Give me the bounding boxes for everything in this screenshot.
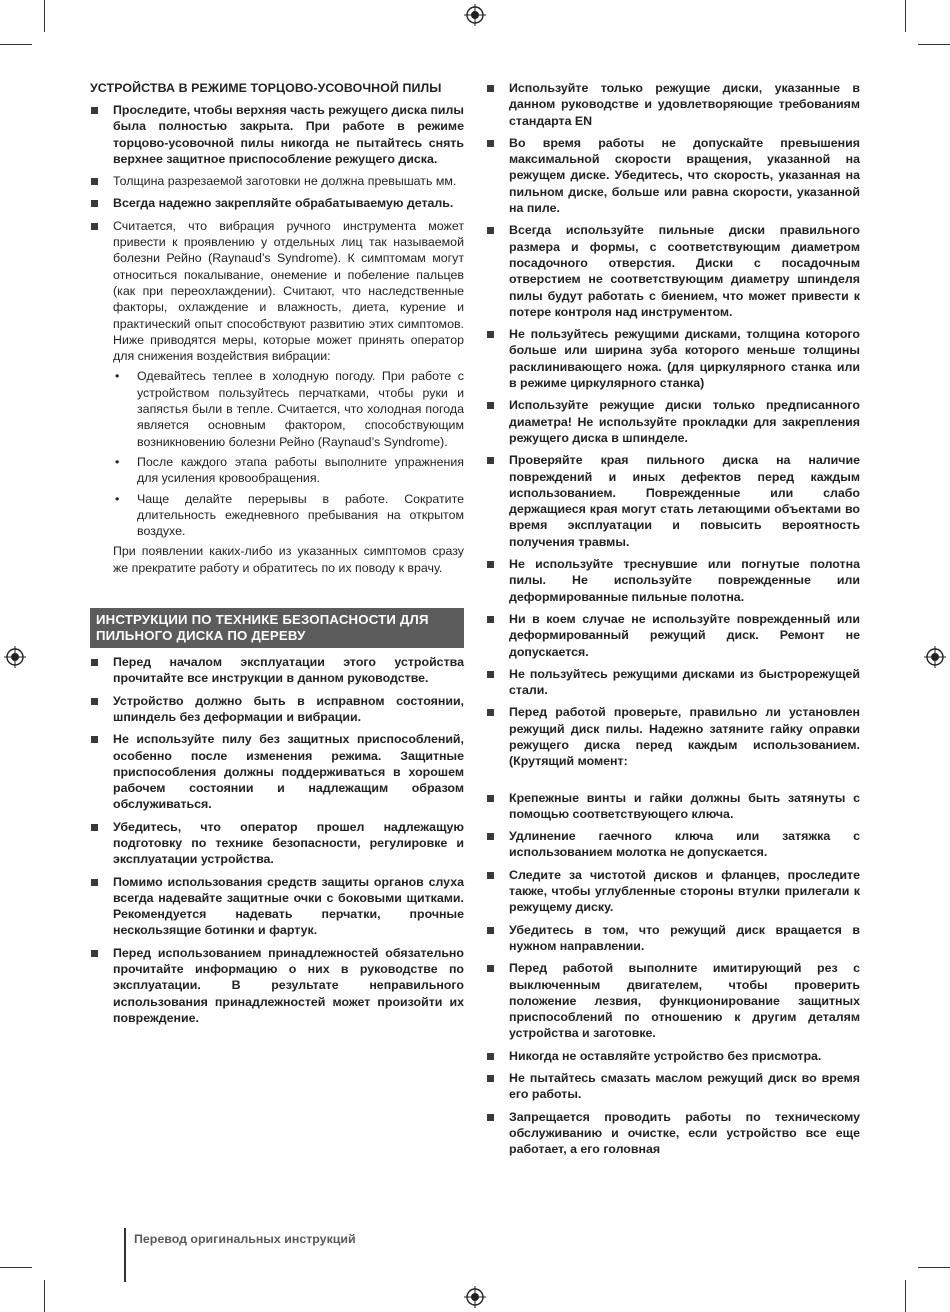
square-bullet-icon <box>91 736 98 743</box>
list-item: Крепежные винты и гайки должны быть затянуты с помощью соответствующего ключа. <box>486 790 860 823</box>
square-bullet-icon <box>91 824 98 831</box>
square-bullet-icon <box>91 950 98 957</box>
crop-mark <box>0 44 32 45</box>
footer-divider <box>124 1228 126 1282</box>
section-header-box: ИНСТРУКЦИИ ПО ТЕХНИКЕ БЕЗОПАСНОСТИ ДЛЯ ПИЛЬНОГО ДИСКА ПО ДЕРЕВУ <box>90 608 464 648</box>
crop-mark <box>44 1280 45 1312</box>
left-list-2 <box>90 654 464 1026</box>
registration-mark-icon <box>924 646 946 668</box>
list-item: Перед началом эксплуатации этого устройства прочитайте все инструкции в данном руководстве. <box>90 654 464 687</box>
registration-mark-icon <box>464 1286 486 1308</box>
list-item: Запрещается проводить работы по техническому обслуживанию и очистке, если устройство все еще работает, а его головная <box>486 1109 860 1158</box>
square-bullet-icon <box>487 331 494 338</box>
list-item: Не используйте треснувшие или погнутые полотна пилы. Не используйте поврежденные или деформированные пильные полотна. <box>486 556 860 605</box>
square-bullet-icon <box>487 965 494 972</box>
left-column <box>90 80 464 1032</box>
square-bullet-icon <box>91 698 98 705</box>
sub-list-item: • Одевайтесь теплее в холодную погоду. При работе с устройством пользуйтесь перчатками, чтобы руки и запястья были в тепле. Считается, что холодная погода является основным фактором, способствующим возникновению болезни Рейно (Raynaud’s Syndrome). <box>115 369 464 449</box>
list-item: Не пользуйтесь режущими дисками, толщина которого больше или ширина зуба которого меньше толщины расклинивающего ножа. (для циркулярного станка или в режиме циркулярного станка) <box>486 326 860 391</box>
square-bullet-icon <box>487 1075 494 1082</box>
list-item: Используйте режущие диски только предписанного диаметра! Не используйте прокладки для закрепления режущего диска в шпинделе. <box>486 397 860 446</box>
list-item: Никогда не оставляйте устройство без присмотра. <box>486 1048 860 1064</box>
list-item: Убедитесь, что оператор прошел надлежащую подготовку по технике безопасности, регулировке и эксплуатации устройства. <box>90 819 464 868</box>
footer-text: Перевод оригинальных инструкций <box>134 1232 356 1246</box>
sub-list <box>113 368 464 539</box>
square-bullet-icon <box>91 879 98 886</box>
right-column <box>486 80 860 1164</box>
crop-mark <box>905 1280 906 1312</box>
list-item: Перед использованием принадлежностей обязательно прочитайте информацию о них в руководстве по эксплуатации. В результате неправильного использования принадлежностей может произойти их повреждение. <box>90 945 464 1026</box>
square-bullet-icon <box>487 709 494 716</box>
list-item: Всегда надежно закрепляйте обрабатываемую деталь. <box>90 195 464 211</box>
list-item: Толщина разрезаемой заготовки не должна превышать мм. <box>90 173 464 189</box>
list-item: Проверяйте края пильного диска на наличие повреждений и иных дефектов перед каждым использованием. Поврежденные или слабо держащиеся края могут стать летающими объектами во время эксплуатации и повысить вероятность получения травмы. <box>486 452 860 550</box>
square-bullet-icon <box>487 140 494 147</box>
round-bullet-icon: • <box>115 491 120 506</box>
square-bullet-icon <box>487 1114 494 1121</box>
list-item: Проследите, чтобы верхняя часть режущего диска пилы была полностью закрыта. При работе в режиме торцово-усовочной пилы никогда не пытайтесь снять верхнее защитное приспособление режущего диска. <box>90 102 464 167</box>
list-item: Перед работой проверьте, правильно ли установлен режущий диск пилы. Надежно затяните гайку оправки режущего диска перед каждым использованием. (Крутящий момент: <box>486 704 860 769</box>
crop-mark <box>918 44 950 45</box>
crop-mark <box>0 1267 32 1268</box>
square-bullet-icon <box>91 178 98 185</box>
list-item: Следите за чистотой дисков и фланцев, проследите также, чтобы углубленные стороны втулки прилегали к режущему диску. <box>486 867 860 916</box>
square-bullet-icon <box>487 872 494 879</box>
section-title: УСТРОЙСТВА В РЕЖИМЕ ТОРЦОВО-УСОВОЧНОЙ ПИЛЫ <box>90 81 442 95</box>
crop-mark <box>905 0 906 32</box>
list-item: Устройство должно быть в исправном состоянии, шпиндель без деформации и вибрации. <box>90 693 464 726</box>
square-bullet-icon <box>91 107 98 114</box>
square-bullet-icon <box>487 1053 494 1060</box>
registration-mark-icon <box>464 4 486 26</box>
square-bullet-icon <box>487 927 494 934</box>
sub-list-item: • Чаще делайте перерывы в работе. Сократите длительность ежедневного пребывания на открытом воздухе. <box>115 491 464 539</box>
list-item: Используйте только режущие диски, указанные в данном руководстве и удовлетворяющие требованиям стандарта EN <box>486 80 860 129</box>
crop-mark <box>918 1267 950 1268</box>
right-list <box>486 80 860 770</box>
list-item: Не используйте пилу без защитных приспособлений, особенно после изменения режима. Защитные приспособления должны поддерживаться в хорошем рабочем состоянии и надлежащим образом обслуживаться. <box>90 731 464 812</box>
square-bullet-icon <box>487 561 494 568</box>
left-list <box>90 102 464 576</box>
square-bullet-icon <box>91 200 98 207</box>
registration-mark-icon <box>4 646 26 668</box>
list-item: Во время работы не допускайте превышения максимальной скорости вращения, указанной на режущем диске. Убедитесь, что скорость, указанная на пильном диске, больше или равна скорости, указанной на пиле. <box>486 135 860 216</box>
list-item: Удлинение гаечного ключа или затяжка с использованием молотка не допускается. <box>486 828 860 861</box>
list-item: Убедитесь в том, что режущий диск вращается в нужном направлении. <box>486 922 860 955</box>
square-bullet-icon <box>487 402 494 409</box>
square-bullet-icon <box>487 227 494 234</box>
square-bullet-icon <box>91 659 98 666</box>
sub-list-item: • После каждого этапа работы выполните упражнения для усиления кровообращения. <box>115 454 464 486</box>
square-bullet-icon <box>91 223 98 230</box>
square-bullet-icon <box>487 616 494 623</box>
right-list-2 <box>486 790 860 1158</box>
square-bullet-icon <box>487 85 494 92</box>
square-bullet-icon <box>487 833 494 840</box>
list-item: Ни в коем случае не используйте поврежденный или деформированный режущий диск. Ремонт не допускается. <box>486 611 860 660</box>
round-bullet-icon: • <box>115 369 120 384</box>
square-bullet-icon <box>487 457 494 464</box>
list-item: Всегда используйте пильные диски правильного размера и формы, с соответствующим диаметром посадочного отверстия. Диски с посадочным отверстием не соответствующим диаметру шпинделя пилы будут работать с биением, что может привести к потере контроля над инструментом. <box>486 222 860 320</box>
list-item: Не пользуйтесь режущими дисками из быстрорежущей стали. <box>486 666 860 699</box>
round-bullet-icon: • <box>115 454 120 469</box>
list-item: Перед работой выполните имитирующий рез с выключенным двигателем, чтобы проверить положение лезвия, функционирование защитных приспособлений по отношению к другим деталям устройства и заготовке. <box>486 960 860 1041</box>
crop-mark <box>44 0 45 32</box>
square-bullet-icon <box>487 795 494 802</box>
list-item: Не пытайтесь смазать маслом режущий диск во время его работы. <box>486 1070 860 1103</box>
list-item-vibration: Считается, что вибрация ручного инструмента может привести к проявлению у отдельных лиц так называемой болезни Рейно (Raynaud’s Syndrome). К симптомам могут относиться покалывание, онемение и побеление пальцев (как при переохлаждении). Считают, что наследственные факторы, охлаждение и влажность, диета, курение и практический опыт способствуют развитию этих симптомов. Ниже приводятся меры, которые может принять оператор для снижения воздействия вибрации: • Одевайтесь теплее в холодную погоду. При работе с устройством пользуйтесь перчатками, чтобы руки и запястья были в тепле. Считается, что холодная погода является основным фактором, способствующим возникновению болезни Рейно (Raynaud’s Syndrome). • После каждого этапа работы выполните упражнения для усиления кровообращения. • Чаще делайте перерывы в работе. Сократите длительность ежедневного пребывания на открытом воздухе. При появлении каких-либо из указанных симптомов сразу же прекратите работу и обратитесь по их поводу к врачу. <box>90 218 464 576</box>
list-item: Помимо использования средств защиты органов слуха всегда надевайте защитные очки с боковыми щитками. Рекомендуется надевать перчатки, прочные нескользящие ботинки и фартук. <box>90 874 464 939</box>
square-bullet-icon <box>487 671 494 678</box>
closing-paragraph: При появлении каких-либо из указанных симптомов сразу же прекратите работу и обратитесь по их поводу к врачу. <box>113 544 464 575</box>
